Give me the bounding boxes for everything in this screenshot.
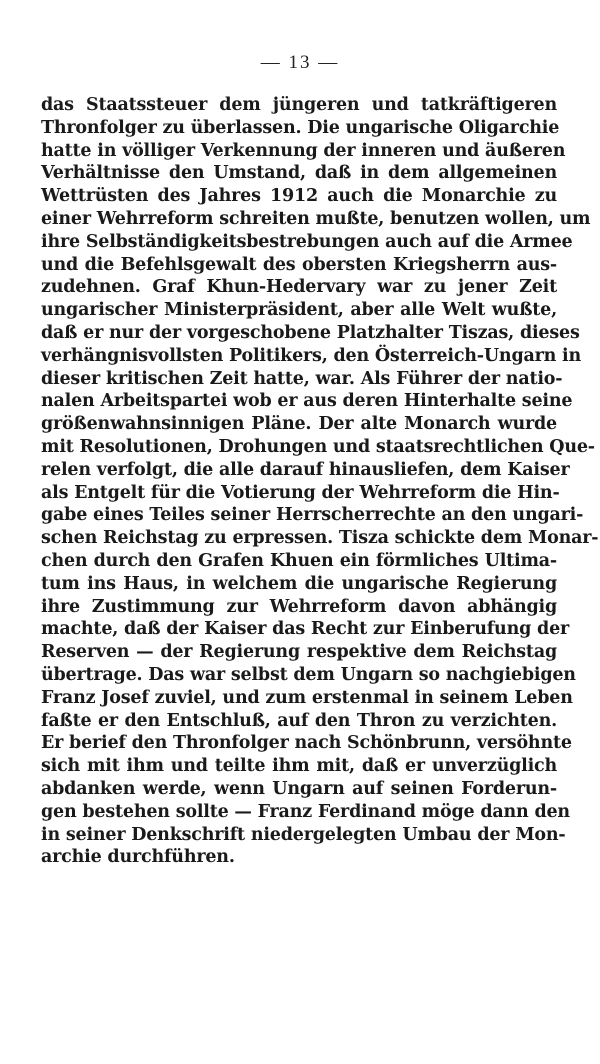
text-line: chen durch den Grafen Khuen ein förmliches Ultima- [41, 550, 557, 571]
body-text [41, 94, 599, 869]
text-line: Wettrüsten des Jahres 1912 auch die Monarchie zu [41, 186, 557, 207]
text-line: ihre Zustimmung zur Wehrreform davon abhängig [41, 596, 557, 617]
text-line: mit Resolutionen, Drohungen und staatsrechtlichen Que- [41, 436, 595, 457]
text-line: und die Befehlsgewalt des obersten Kriegsherrn aus- [41, 254, 557, 275]
text-line: nalen Arbeitspartei wob er aus deren Hinterhalte seine [41, 391, 573, 412]
text-line: in seiner Denkschrift niedergelegten Umbau der Mon- [41, 824, 566, 845]
text-line: ihre Selbständigkeitsbestrebungen auch auf die Armee [41, 231, 573, 252]
text-line: einer Wehrreform schreiten mußte, benutzen wollen, um [41, 208, 591, 229]
text-line: Franz Josef zuviel, und zum erstenmal in seinem Leben [41, 687, 573, 708]
text-line: archie durchführen. [41, 847, 235, 868]
text-line: machte, daß der Kaiser das Recht zur Einberufung der [41, 619, 570, 640]
page-number: — 13 — [260, 52, 340, 73]
text-line: Er berief den Thronfolger nach Schönbrunn, versöhnte [41, 733, 572, 754]
text-line: das Staatssteuer dem jüngeren und tatkräftigeren [41, 95, 557, 115]
text-line: größenwahnsinnigen Pläne. Der alte Monarch wurde [41, 414, 557, 435]
text-line: verhängnisvollsten Politikers, den Österreich-Ungarn in [41, 345, 582, 366]
text-line: Thronfolger zu überlassen. Die ungarische Oligarchie [41, 117, 560, 138]
text-line: ungarischer Ministerpräsident, aber alle Welt wußte, [41, 300, 557, 321]
text-line: als Entgelt für die Votierung der Wehrreform die Hin- [41, 482, 560, 503]
text-line: tum ins Haus, in welchem die ungarische Regierung [41, 573, 557, 594]
text-line: abdanken werde, wenn Ungarn auf seinen Forderun- [41, 778, 557, 799]
text-line: dieser kritischen Zeit hatte, war. Als Führer der natio- [41, 368, 563, 389]
text-line: Verhältnisse den Umstand, daß in dem allgemeinen [41, 163, 557, 184]
text-line: gabe eines Teiles seiner Herrscherrechte an den ungari- [41, 505, 584, 526]
text-line: Reserven — der Regierung respektive dem Reichstag [41, 642, 557, 663]
text-line: sich mit ihm und teilte ihm mit, daß er unverzüglich [41, 756, 557, 777]
text-line: gen bestehen sollte — Franz Ferdinand möge dann den [41, 801, 570, 822]
text-line: zudehnen. Graf Khun-Hedervary war zu jener Zeit [41, 277, 557, 298]
text-line: relen verfolgt, die alle darauf hinausliefen, dem Kaiser [41, 459, 570, 480]
text-line: übertrage. Das war selbst dem Ungarn so nachgiebigen [41, 664, 576, 685]
text-line: hatte in völliger Verkennung der inneren und äußeren [41, 140, 566, 161]
text-line: schen Reichstag zu erpressen. Tisza schickte dem Monar- [41, 528, 599, 549]
text-line: daß er nur der vorgeschobene Platzhalter Tiszas, dieses [41, 322, 580, 343]
text-line: faßte er den Entschluß, auf den Thron zu verzichten. [41, 710, 557, 731]
